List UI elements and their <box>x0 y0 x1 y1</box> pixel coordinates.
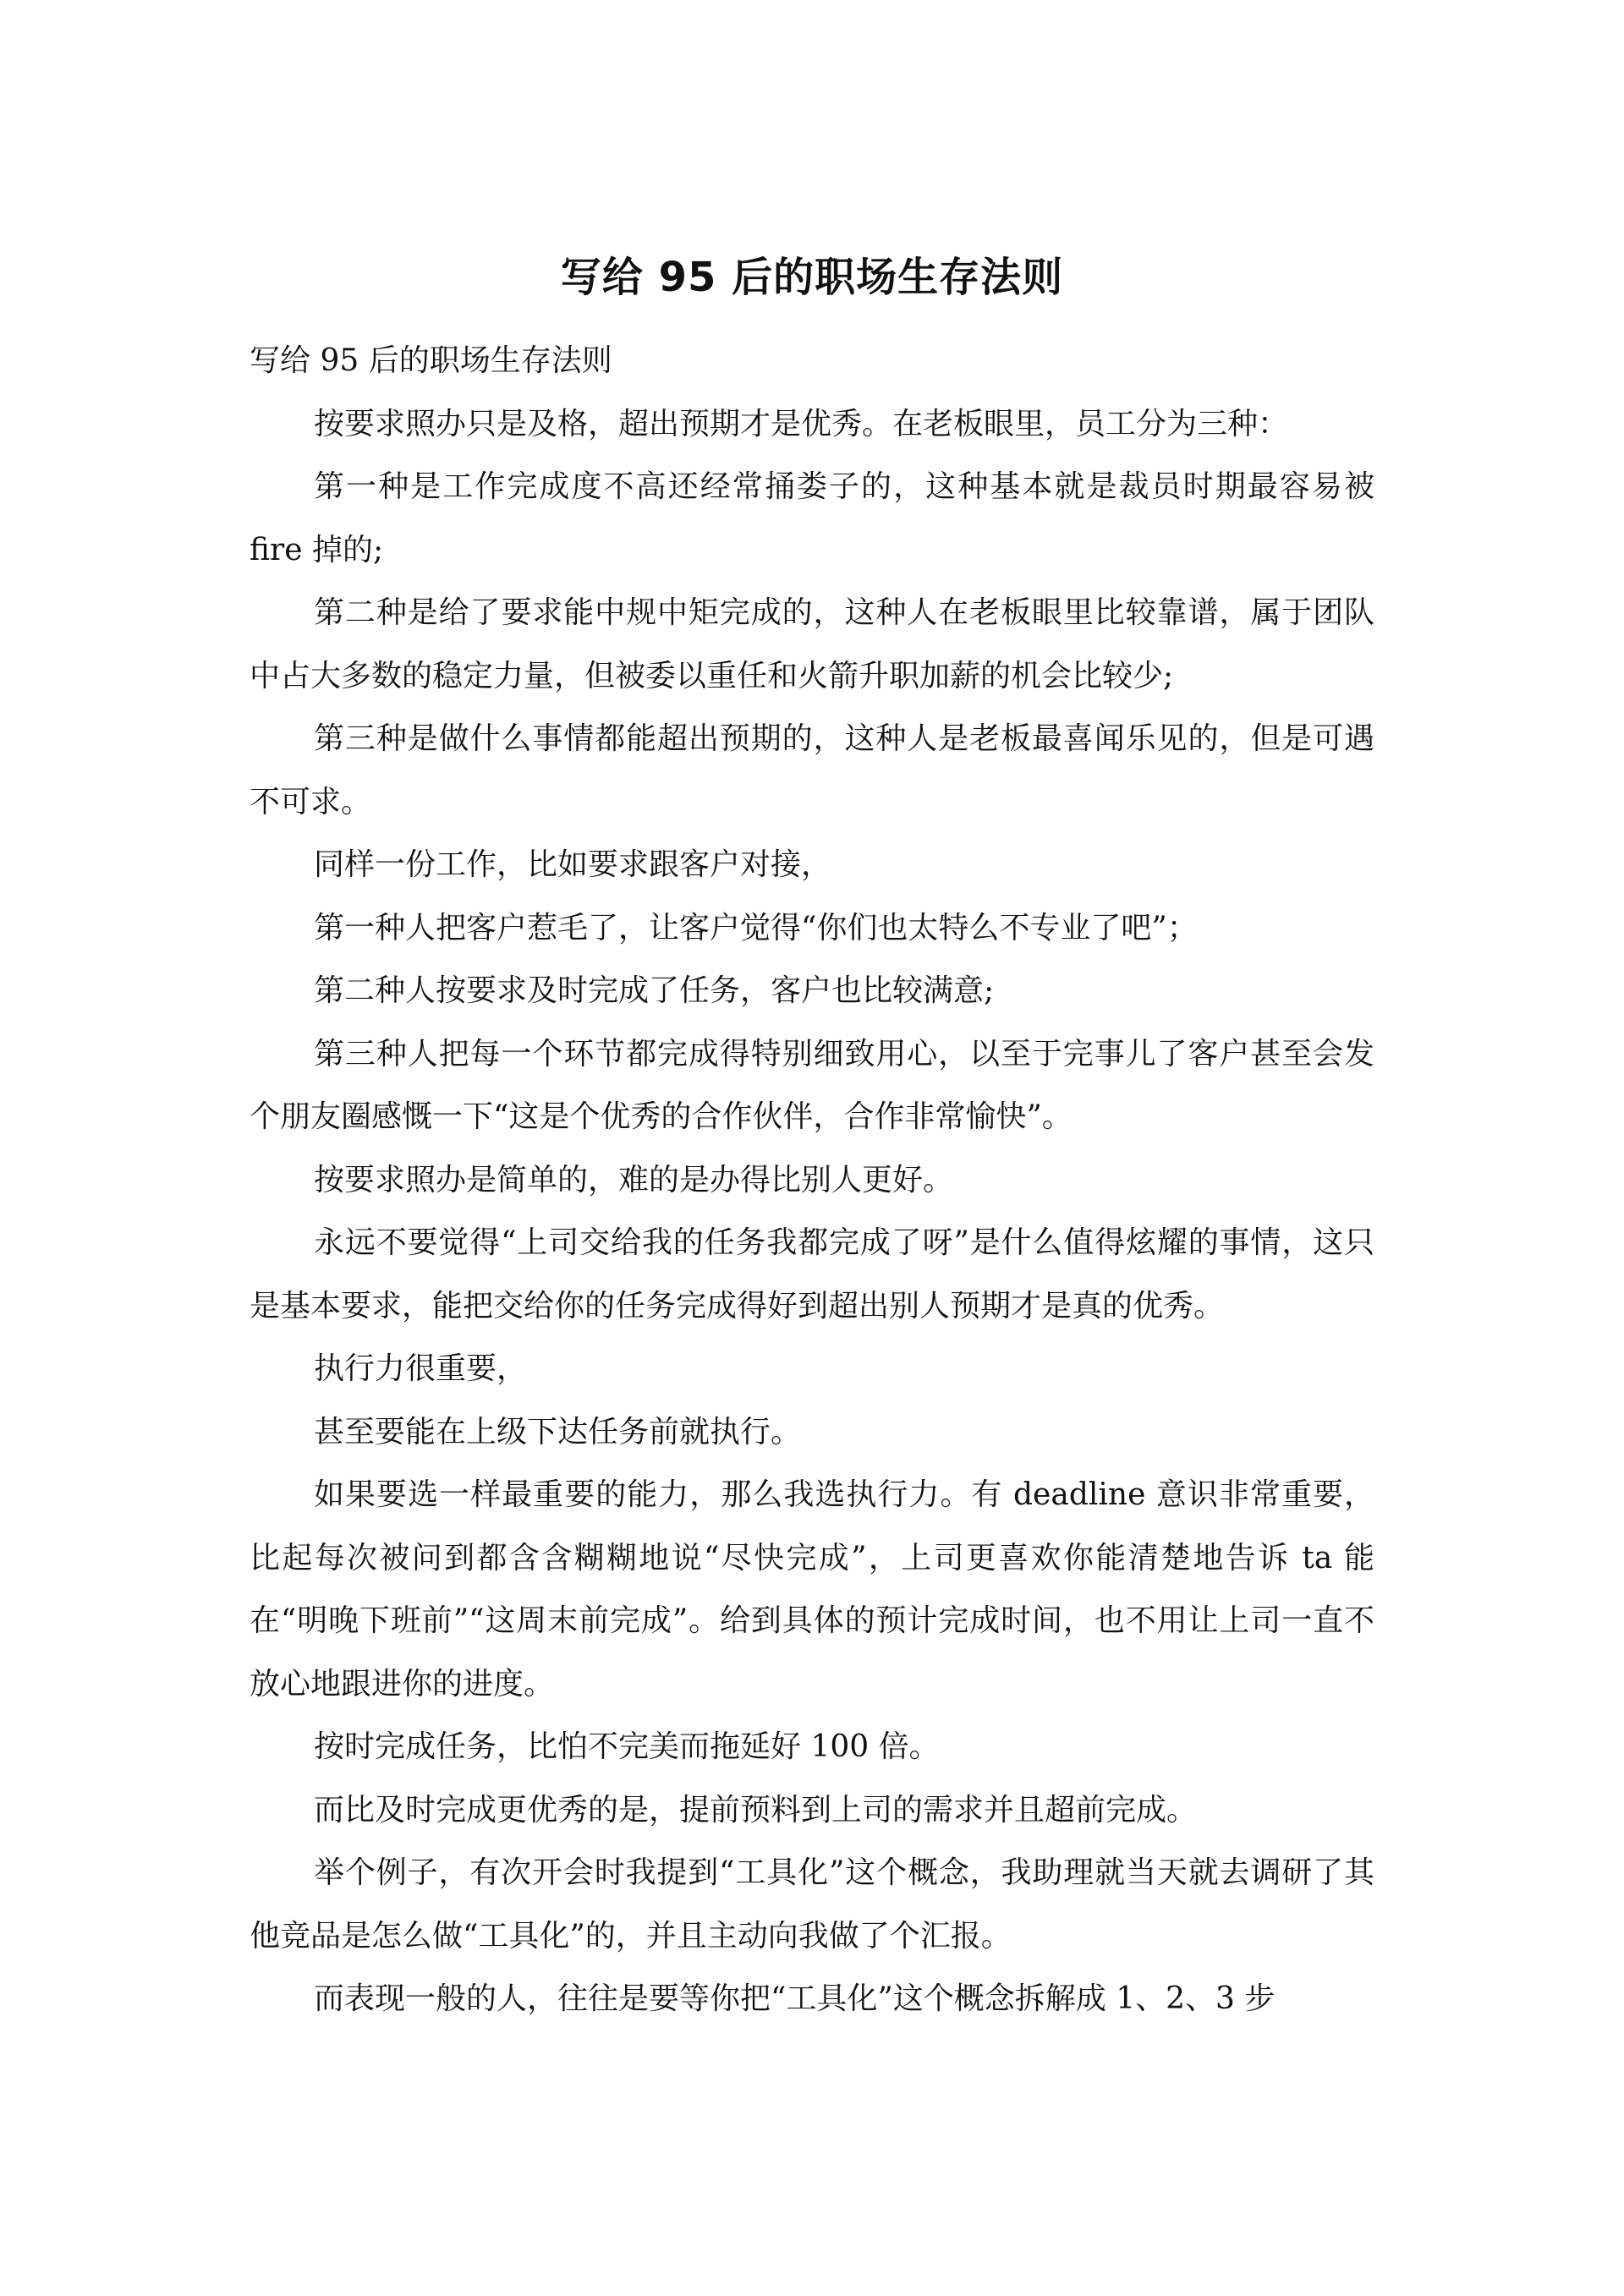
body-paragraph: 按时完成任务，比怕不完美而拖延好 100 倍。 <box>314 1729 940 1764</box>
body-paragraph: 写给 95 后的职场生存法则 <box>250 343 612 378</box>
body-paragraph: 而表现一般的人，往往是要等你把“工具化”这个概念拆解成 1、2、3 步 <box>314 1981 1276 2016</box>
body-paragraph: 第三种人把每一个环节都完成得特别细致用心，以至于完事儿了客户甚至会发个朋友圈感慨一下“这是个优秀的合作伙伴，合作非常愉快”。 <box>250 1036 1374 1134</box>
body-paragraph: 永远不要觉得“上司交给我的任务我都完成了呀”是什么值得炫耀的事情，这只是基本要求，能把交给你的任务完成得好到超出别人预期才是真的优秀。 <box>250 1225 1374 1323</box>
body-paragraph: 甚至要能在上级下达任务前就执行。 <box>314 1414 802 1449</box>
body-paragraph: 第二种人按要求及时完成了任务，客户也比较满意; <box>314 973 995 1008</box>
document-title: 写给 95 后的职场生存法则 <box>560 254 1064 301</box>
body-paragraph: 同样一份工作，比如要求跟客户对接， <box>314 847 832 882</box>
body-paragraph: 举个例子，有次开会时我提到“工具化”这个概念，我助理就当天就去调研了其他竞品是怎么做“工具化”的，并且主动向我做了个汇报。 <box>250 1855 1374 1954</box>
body-paragraph: 按要求照办只是及格，超出预期才是优秀。在老板眼里，员工分为三种： <box>314 406 1289 441</box>
body-paragraph: 第一种人把客户惹毛了，让客户觉得“你们也太特么不专业了吧”； <box>314 910 1198 945</box>
body-paragraph: 而比及时完成更优秀的是，提前预料到上司的需求并且超前完成。 <box>314 1792 1198 1827</box>
body-paragraph: 执行力很重要， <box>314 1351 528 1386</box>
body-paragraph: 按要求照办是简单的，难的是办得比别人更好。 <box>314 1162 954 1197</box>
body-paragraph: 如果要选一样最重要的能力，那么我选执行力。有 deadline 意识非常重要，比起每次被问到都含含糊糊地说“尽快完成”，上司更喜欢你能清楚地告诉 ta 能在“明晚下班前”“这周末前完成”。给到具体的预计完成时间，也不用让上司一直不放心地跟进你的进度。 <box>250 1477 1374 1701</box>
body-paragraph: 第三种是做什么事情都能超出预期的，这种人是老板最喜闻乐见的，但是可遇不可求。 <box>250 721 1374 819</box>
body-paragraph: 第二种是给了要求能中规中矩完成的，这种人在老板眼里比较靠谱，属于团队中占大多数的稳定力量，但被委以重任和火箭升职加薪的机会比较少; <box>250 595 1374 693</box>
body-paragraph: 第一种是工作完成度不高还经常捅娄子的，这种基本就是裁员时期最容易被 fire 掉的; <box>250 469 1374 567</box>
document-body <box>250 330 1374 2031</box>
